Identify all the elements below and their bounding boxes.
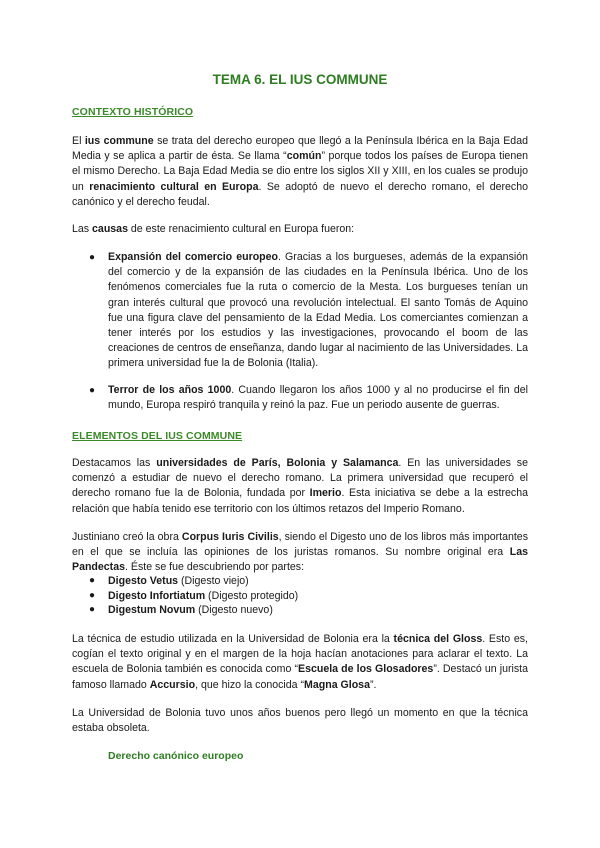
bullet-icon: ● — [89, 575, 96, 586]
paragraph-contexto-2: Las causas de este renacimiento cultural en Europa fueron: — [72, 223, 355, 235]
bullet-icon: ● — [89, 604, 96, 616]
paragraph-elementos-4: La Universidad de Bolonia tuvo unos años buenos pero llegó un momento en que la técnica estaba obsoleta. — [72, 707, 528, 735]
bullet-icon: ● — [89, 589, 96, 601]
digesto-list — [89, 574, 528, 618]
paragraph-contexto-1: El ius commune se trata del derecho europeo que llegó a la Península Ibérica en la Baja Edad Media y se aplica a partir de ésta. Se llama “común” porque todos los países de Europa tienen el mismo Derecho. La Baja Edad Media se dio entre los siglos XII y XIII, en los cuales se produjo un renacimiento cultural en Europa. Se adoptó de nuevo el derecho romano, el derecho canónico y el derecho feudal. — [72, 135, 528, 208]
list-item: ● Digesto Infortiatum (Digesto protegido) — [89, 589, 299, 602]
paragraph-elementos-3: La técnica de estudio utilizada en la Universidad de Bolonia era la técnica del Gloss. Esto es, cogían el texto original y en el margen de la hoja hacían anotaciones para aclarar el texto. La escuela de Bolonia también es conocida como “Escuela de los Glosadores”. Destacó un jurista famoso llamado Accursio, que hizo la conocida “Magna Glosa”. — [72, 633, 528, 691]
list-item: ● Digestum Novum (Digesto nuevo) — [89, 604, 273, 617]
paragraph-elementos-1: Destacamos las universidades de París, Bolonia y Salamanca. En las universidades se comenzó a estudiar de nuevo el derecho romano. La primera universidad que recuperó el derecho romano fue la de Bolonia, fundada por Imerio. Esta iniciativa se debe a la estrecha relación que había tenido ese territorio con los últimos retazos del Imperio Romano. — [72, 457, 528, 515]
paragraph-elementos-2: Justiniano creó la obra Corpus Iuris Civilis, siendo el Digesto uno de los libros más importantes en el que se incluía las opiniones de los juristas romanos. Su nombre original era Las Pandectas. Éste se fue descubriendo por partes: — [72, 531, 528, 574]
section-heading-elementos: ELEMENTOS DEL IUS COMMUNE — [72, 430, 243, 442]
bullet-icon: ● — [89, 252, 96, 263]
bullet-icon: ● — [89, 385, 96, 396]
bullet-item-comercio: ● Expansión del comercio europeo. Gracias a los burgueses, además de la expansión del comercio y de la expansión de las ciudades en la Península Ibérica. Uno de los fenómenos comerciales fue la ruta o comercio de la Mesta. Los burgueses tenían un gran interés cultural que provocó una revolución intelectual. El santo Tomás de Aquino fue una figura clave del pensamiento de la Edad Media. Los comerciantes comienzan a tener interés por los estudios y las investigaciones, provocando el boom de las creaciones de centros de enseñanza, dando lugar al nacimiento de las Universidades. La primera universidad fue la de Bolonia (Italia). — [89, 251, 528, 370]
section-heading-contexto: CONTEXTO HISTÓRICO — [72, 106, 194, 118]
bullet-item-terror: ● Terror de los años 1000. Cuando llegaron los años 1000 y al no producirse el fin del mundo, Europa respiró tranquila y reinó la paz. Fue un periodo ausente de guerras. — [89, 384, 528, 412]
subheading-derecho-canonico: Derecho canónico europeo — [108, 750, 244, 762]
list-item: ● Digesto Vetus (Digesto viejo) — [89, 575, 249, 587]
page-title: TEMA 6. EL IUS COMMUNE — [212, 72, 388, 87]
